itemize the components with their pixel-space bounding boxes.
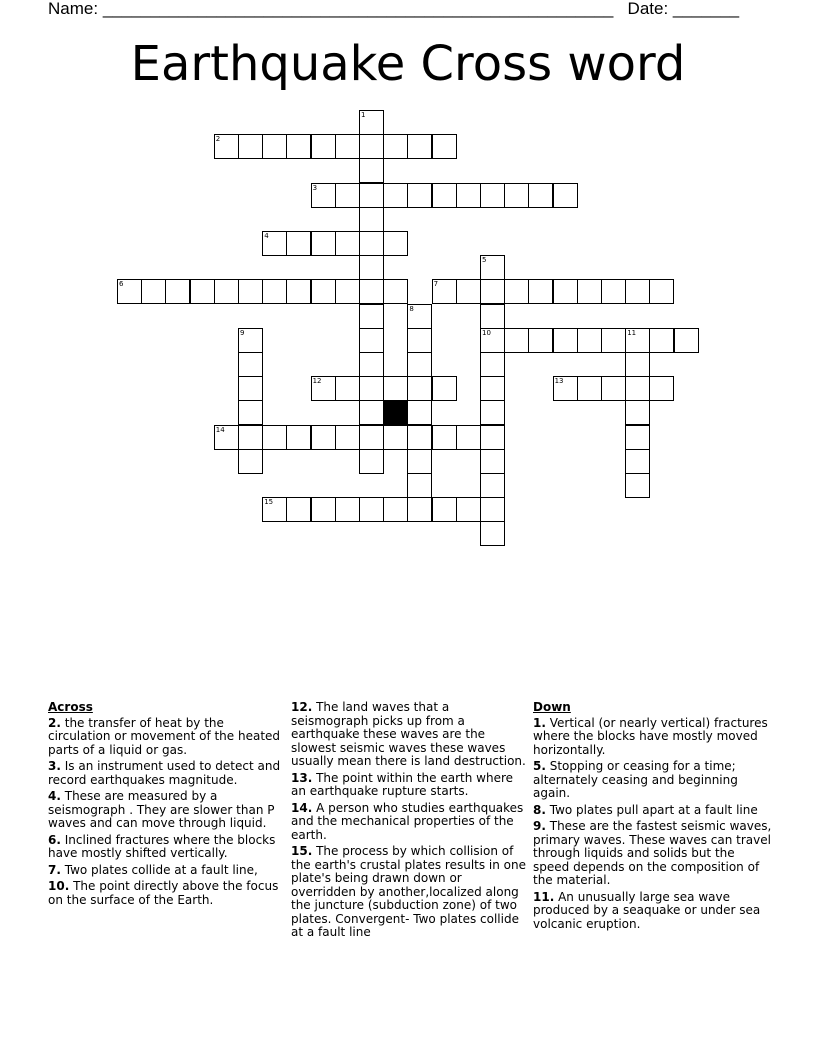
grid-cell[interactable]: [407, 134, 432, 159]
grid-cell[interactable]: [577, 376, 602, 401]
grid-cell[interactable]: [359, 304, 384, 329]
clue-item: [291, 701, 527, 769]
grid-cell[interactable]: [432, 279, 457, 304]
grid-cell[interactable]: [456, 497, 481, 522]
clue-number: 7.: [48, 862, 61, 877]
grid-cell[interactable]: [480, 400, 505, 425]
clue-number-label: 1: [361, 111, 366, 119]
grid-cell[interactable]: [238, 352, 263, 377]
grid-cell[interactable]: [335, 279, 360, 304]
clue-text: These are the fastest seismic waves, primary waves. These waves can travel through liquids and solids but the speed depends on the composition of the material.: [533, 819, 772, 887]
grid-cell[interactable]: [601, 328, 626, 353]
grid-cell[interactable]: [359, 231, 384, 256]
grid-cell[interactable]: [238, 400, 263, 425]
grid-cell[interactable]: [262, 279, 287, 304]
grid-cell[interactable]: [359, 279, 384, 304]
grid-cell[interactable]: [553, 183, 578, 208]
date-label: Date:: [627, 0, 669, 18]
grid-cell[interactable]: [359, 497, 384, 522]
clue-number-label: 5: [482, 256, 487, 265]
clue-text: Two plates pull apart at a fault line: [545, 802, 758, 817]
grid-cell[interactable]: [311, 279, 336, 304]
grid-cell[interactable]: [456, 425, 481, 450]
grid-cell[interactable]: [359, 352, 384, 377]
grid-cell[interactable]: [480, 304, 505, 329]
grid-cell[interactable]: [480, 255, 505, 280]
grid-cell[interactable]: [432, 183, 457, 208]
clue-number: 9.: [533, 819, 546, 833]
grid-cell[interactable]: [141, 279, 166, 304]
clue-number-label: 9: [240, 328, 245, 337]
grid-cell[interactable]: [359, 328, 384, 353]
clue-text: Two plates collide at a fault line,: [60, 862, 258, 877]
across-clue-list: [48, 717, 284, 908]
grid-cell[interactable]: [407, 376, 432, 401]
grid-cell[interactable]: [190, 279, 215, 304]
clue-number-label: 10: [482, 328, 491, 337]
grid-cell[interactable]: [383, 376, 408, 401]
grid-cell[interactable]: [407, 304, 432, 329]
clue-item: [291, 845, 527, 940]
grid-cell[interactable]: [165, 279, 190, 304]
grid-cell[interactable]: [625, 376, 650, 401]
grid-cell[interactable]: [335, 425, 360, 450]
grid-cell[interactable]: [625, 279, 650, 304]
grid-cell[interactable]: [553, 279, 578, 304]
clue-number: 11.: [533, 889, 555, 904]
grid-cell[interactable]: [553, 376, 578, 401]
down-heading: Down: [533, 700, 571, 714]
grid-cell[interactable]: [311, 134, 336, 159]
clue-item: [533, 760, 773, 801]
name-line[interactable]: ______________________________________________________: [102, 0, 614, 18]
grid-cell[interactable]: [601, 279, 626, 304]
grid-cell[interactable]: [407, 400, 432, 425]
grid-cell[interactable]: [383, 183, 408, 208]
grid-cell[interactable]: [480, 473, 505, 498]
clue-number: 13.: [291, 770, 313, 785]
grid-cell[interactable]: [577, 328, 602, 353]
grid-cell[interactable]: [359, 110, 384, 135]
clue-item: [533, 891, 773, 932]
clue-text: The land waves that a seismograph picks up from a earthquake these waves are the slowest seismic waves these waves usually mean there is land destruction.: [291, 700, 526, 768]
grid-cell[interactable]: [553, 328, 578, 353]
grid-cell[interactable]: [286, 279, 311, 304]
clue-number: 14.: [291, 800, 313, 815]
grid-cell[interactable]: [480, 425, 505, 450]
grid-cell[interactable]: [480, 183, 505, 208]
grid-cell[interactable]: [238, 134, 263, 159]
grid-cell[interactable]: [214, 134, 239, 159]
grid-cell[interactable]: [117, 279, 142, 304]
grid-cell[interactable]: [649, 328, 674, 353]
name-label: Name:: [48, 0, 99, 18]
clue-item: [48, 834, 284, 861]
grid-cell[interactable]: [286, 497, 311, 522]
grid-cell[interactable]: [286, 425, 311, 450]
grid-cell[interactable]: [359, 183, 384, 208]
clue-number-label: 2: [215, 135, 221, 144]
clue-text: Is an instrument used to detect and record earthquakes magnitude.: [48, 759, 281, 787]
grid-cell[interactable]: [359, 207, 384, 232]
grid-cell[interactable]: [480, 376, 505, 401]
grid-cell[interactable]: [407, 449, 432, 474]
clue-item: [291, 802, 527, 843]
page-title: Earthquake Cross word: [130, 36, 686, 92]
clue-number: 1.: [533, 715, 546, 730]
grid-cell[interactable]: [480, 449, 505, 474]
clue-item: [533, 820, 773, 888]
grid-cell[interactable]: [262, 425, 287, 450]
clue-text: A person who studies earthquakes and the mechanical properties of the earth.: [291, 800, 524, 842]
grid-cell[interactable]: [649, 279, 674, 304]
clue-item: [48, 864, 284, 878]
grid-cell[interactable]: [456, 183, 481, 208]
clue-number: 3.: [48, 759, 61, 773]
grid-cell[interactable]: [577, 279, 602, 304]
grid-cell[interactable]: [480, 279, 505, 304]
clue-number-label: 14: [215, 425, 225, 434]
grid-cell[interactable]: [359, 400, 384, 425]
clue-number: 12.: [291, 700, 313, 714]
clue-text: An unusually large sea wave produced by a seaquake or under sea volcanic eruption.: [533, 889, 761, 931]
clue-number: 6.: [48, 832, 61, 847]
grid-cell[interactable]: [504, 183, 529, 208]
grid-cell[interactable]: [432, 134, 457, 159]
grid-cell[interactable]: [335, 376, 360, 401]
grid-cell[interactable]: [238, 376, 263, 401]
grid-cell[interactable]: [649, 376, 674, 401]
grid-cell[interactable]: [383, 425, 408, 450]
grid-cell[interactable]: [625, 473, 650, 498]
grid-cell[interactable]: [311, 183, 336, 208]
clue-text: The point directly above the focus on the surface of the Earth.: [48, 879, 279, 907]
grid-cell[interactable]: [383, 134, 408, 159]
clue-number-label: 7: [433, 280, 439, 289]
grid-cell[interactable]: [359, 449, 384, 474]
clue-item: [48, 880, 284, 907]
black-grid-cell: [383, 400, 408, 425]
grid-cell[interactable]: [311, 376, 336, 401]
grid-cell[interactable]: [625, 352, 650, 377]
clue-text: The point within the earth where an earthquake rupture starts.: [291, 770, 514, 798]
grid-cell[interactable]: [407, 497, 432, 522]
grid-cell[interactable]: [432, 376, 457, 401]
clue-number-label: 13: [554, 377, 564, 386]
grid-cell[interactable]: [407, 183, 432, 208]
clue-text: Inclined fractures where the blocks have mostly shifted vertically.: [48, 832, 276, 860]
clue-number-label: 8: [409, 304, 414, 313]
grid-cell[interactable]: [335, 497, 360, 522]
clue-item: [533, 804, 773, 818]
grid-cell[interactable]: [625, 400, 650, 425]
clue-number: 8.: [533, 802, 546, 817]
clue-text: Vertical (or nearly vertical) fractures where the blocks have mostly moved horizontally.: [533, 715, 768, 757]
grid-cell[interactable]: [407, 425, 432, 450]
grid-cell[interactable]: [432, 497, 457, 522]
grid-cell[interactable]: [625, 449, 650, 474]
clue-number-label: 15: [264, 498, 274, 507]
clue-text: These are measured by a seismograph . They are slower than P waves and can move through liquid.: [48, 789, 275, 830]
clue-item: [48, 717, 284, 758]
clue-item: [48, 760, 284, 787]
clue-number: 4.: [48, 789, 61, 803]
clue-number-label: 3: [312, 183, 318, 192]
grid-cell[interactable]: [480, 521, 505, 546]
clue-text: Stopping or ceasing for a time; alternately ceasing and beginning again.: [533, 759, 738, 800]
grid-cell[interactable]: [407, 328, 432, 353]
across-clues-continued-column: [291, 701, 527, 943]
grid-cell[interactable]: [480, 497, 505, 522]
grid-cell[interactable]: [674, 328, 699, 353]
grid-cell[interactable]: [625, 328, 650, 353]
grid-cell[interactable]: [286, 134, 311, 159]
grid-cell[interactable]: [383, 279, 408, 304]
across-clues-column: [48, 701, 284, 910]
grid-cell[interactable]: [238, 328, 263, 353]
clue-text: the transfer of heat by the circulation or movement of the heated parts of a liquid or gas.: [48, 715, 281, 757]
grid-cell[interactable]: [238, 425, 263, 450]
grid-cell[interactable]: [335, 183, 360, 208]
grid-cell[interactable]: [383, 231, 408, 256]
grid-cell[interactable]: [286, 231, 311, 256]
grid-cell[interactable]: [335, 134, 360, 159]
clue-number-label: 11: [627, 328, 637, 337]
grid-cell[interactable]: [480, 352, 505, 377]
grid-cell[interactable]: [407, 352, 432, 377]
grid-cell[interactable]: [480, 328, 505, 353]
grid-cell[interactable]: [359, 134, 384, 159]
grid-cell[interactable]: [432, 425, 457, 450]
down-clues-column: [533, 701, 773, 934]
grid-cell[interactable]: [528, 183, 553, 208]
grid-cell[interactable]: [335, 231, 360, 256]
clue-item: [533, 717, 773, 758]
grid-cell[interactable]: [359, 255, 384, 280]
clue-text: The process by which collision of the earth's crustal plates results in one plate's being drawn down or overridden by another,localized along the juncture (subduction zone) of two plates. Convergent- Two plates collide at a fault line: [291, 844, 527, 939]
grid-cell[interactable]: [359, 425, 384, 450]
grid-cell[interactable]: [311, 497, 336, 522]
grid-cell[interactable]: [311, 231, 336, 256]
grid-cell[interactable]: [359, 158, 384, 183]
grid-cell[interactable]: [383, 497, 408, 522]
across-clue-list-continued: [291, 701, 527, 940]
grid-cell[interactable]: [456, 279, 481, 304]
grid-cell[interactable]: [262, 134, 287, 159]
grid-cell[interactable]: [262, 497, 287, 522]
grid-cell[interactable]: [359, 376, 384, 401]
clue-number-label: 6: [119, 280, 124, 289]
grid-cell[interactable]: [625, 425, 650, 450]
grid-cell[interactable]: [214, 425, 239, 450]
grid-cell[interactable]: [238, 449, 263, 474]
down-clue-list: [533, 717, 773, 932]
grid-cell[interactable]: [262, 231, 287, 256]
grid-cell[interactable]: [528, 279, 553, 304]
grid-cell[interactable]: [504, 328, 529, 353]
grid-cell[interactable]: [238, 279, 263, 304]
grid-cell[interactable]: [214, 279, 239, 304]
clue-item: [48, 790, 284, 831]
date-line[interactable]: _______: [672, 0, 740, 18]
clue-number: 15.: [291, 844, 313, 858]
clue-number-label: 4: [264, 232, 269, 240]
clue-number: 5.: [533, 759, 546, 773]
clue-item: [291, 772, 527, 799]
across-heading: Across: [48, 700, 93, 714]
grid-cell[interactable]: [504, 279, 529, 304]
grid-cell[interactable]: [311, 425, 336, 450]
clue-number: 10.: [48, 879, 70, 893]
grid-cell[interactable]: [601, 376, 626, 401]
clue-number-label: 12: [312, 377, 322, 386]
grid-cell[interactable]: [528, 328, 553, 353]
grid-cell[interactable]: [407, 473, 432, 498]
clue-number: 2.: [48, 715, 61, 730]
